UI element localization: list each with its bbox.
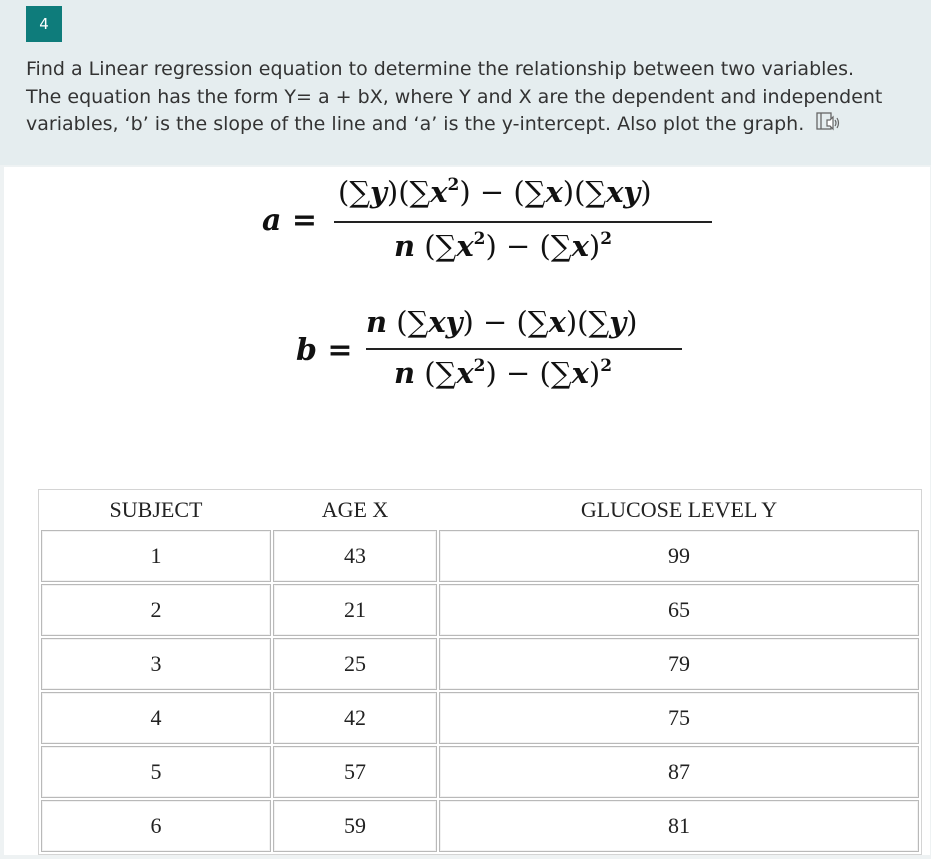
header-subject: SUBJECT bbox=[109, 497, 203, 522]
cell-subject: 1 bbox=[41, 530, 271, 582]
cell-age: 25 bbox=[273, 638, 437, 690]
table-row bbox=[41, 692, 919, 744]
cell-subject: 4 bbox=[41, 692, 271, 744]
cell-age: 42 bbox=[273, 692, 437, 744]
formula-a-fraction-bar bbox=[334, 221, 712, 223]
cell-subject: 5 bbox=[41, 746, 271, 798]
table-header-row bbox=[41, 492, 919, 528]
formula-b-numerator: n (∑xy) − (∑x)(∑y) bbox=[366, 305, 638, 339]
cell-glucose: 75 bbox=[439, 692, 919, 744]
data-table bbox=[38, 489, 922, 855]
formula-a-denominator: n $(\sum x^2) - (\sum x)^2$ bbox=[394, 229, 613, 263]
cell-subject: 6 bbox=[41, 800, 271, 852]
question-number-badge: 4 bbox=[26, 6, 62, 42]
table-row bbox=[41, 746, 919, 798]
cell-glucose: 87 bbox=[439, 746, 919, 798]
cell-age: 21 bbox=[273, 584, 437, 636]
table-row bbox=[41, 800, 919, 852]
cell-age: 57 bbox=[273, 746, 437, 798]
immersive-reader-icon[interactable] bbox=[816, 111, 840, 142]
table-row bbox=[41, 530, 919, 582]
cell-subject: 2 bbox=[41, 584, 271, 636]
cell-age: 59 bbox=[273, 800, 437, 852]
cell-glucose: 79 bbox=[439, 638, 919, 690]
header-glucose: GLUCOSE LEVEL Y bbox=[580, 497, 778, 522]
formula-a-numerator: $(\sum y)(\sum x^2) - (\sum x)(\sum xy)$ bbox=[338, 175, 652, 209]
header-age: AGE X bbox=[321, 497, 389, 522]
table-row bbox=[41, 584, 919, 636]
formula-b-fraction-bar bbox=[366, 348, 682, 350]
cell-glucose: 81 bbox=[439, 800, 919, 852]
question-text bbox=[26, 56, 886, 142]
question-image bbox=[4, 167, 930, 855]
formula-b-lhs: b = bbox=[296, 333, 353, 368]
cell-glucose: 65 bbox=[439, 584, 919, 636]
cell-age: 43 bbox=[273, 530, 437, 582]
cell-glucose: 99 bbox=[439, 530, 919, 582]
formula-b-denominator: n $(\sum x^2) - (\sum x)^2$ bbox=[394, 356, 613, 390]
question-body: Find a Linear regression equation to determine the relationship between two variables. The equation has the form Y= a + bX, where Y and X are the dependent and independent variables, ‘b’ is the slope of the line and ‘a’ is the y-intercept. Also plot the graph. bbox=[26, 58, 883, 135]
cell-subject: 3 bbox=[41, 638, 271, 690]
question-panel bbox=[0, 0, 931, 165]
formula-a-lhs: a = bbox=[262, 203, 318, 238]
table-row bbox=[41, 638, 919, 690]
